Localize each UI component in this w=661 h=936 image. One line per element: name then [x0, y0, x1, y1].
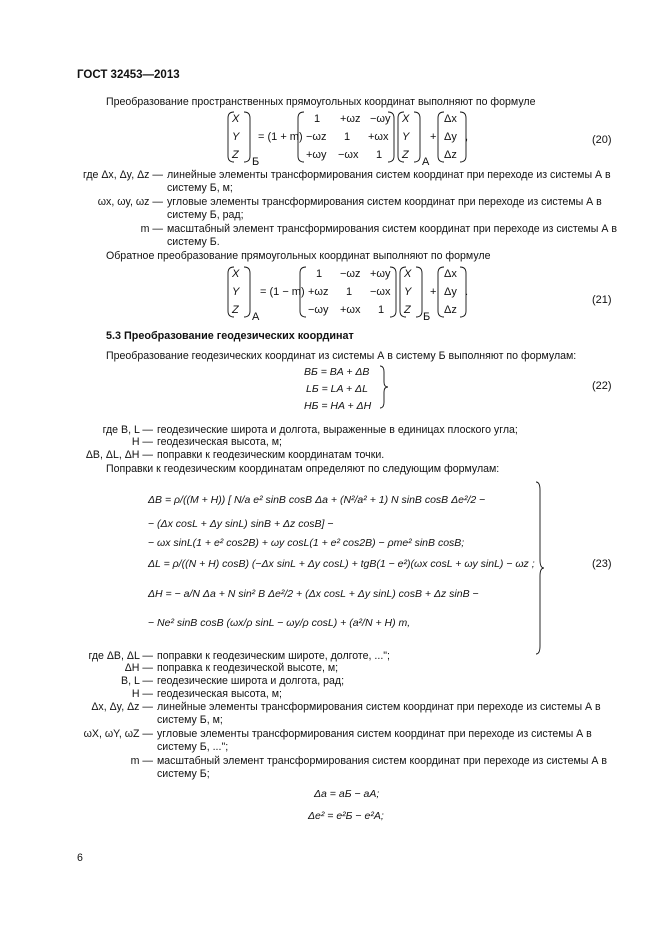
m32: −ωx: [338, 149, 359, 161]
page-header: ГОСТ 32453—2013: [77, 69, 180, 81]
def-text: масштабный элемент трансформирования систем координат при переходе из системы А в систему Б;: [157, 755, 607, 780]
m13: +ωy: [370, 268, 391, 280]
sub-right: A: [422, 156, 430, 168]
delta-x: Δx: [444, 113, 457, 125]
tail: .: [465, 286, 469, 298]
def-term: H —: [131, 436, 153, 448]
m21: +ωz: [308, 286, 329, 298]
m12: −ωz: [340, 268, 361, 280]
m23: +ωx: [368, 131, 389, 143]
m11: 1: [316, 268, 323, 280]
def-text: угловые элементы трансформирования систем координат при переходе из системы А в систему Б, ...";: [157, 728, 592, 753]
factor: = (1 + m): [258, 131, 303, 143]
m23: −ωx: [370, 286, 391, 298]
vec-left-z: Z: [232, 304, 239, 316]
equation-number: (22): [592, 380, 612, 392]
equation-delta-a: Δa = aБ − aA;: [314, 788, 380, 800]
vec-left-x: X: [232, 268, 240, 280]
tail: ,: [465, 131, 469, 143]
def-term: ωx, ωy, ωz —: [97, 196, 163, 208]
vec-left-y: Y: [232, 131, 240, 143]
def-term: B, L —: [121, 675, 153, 687]
def-term: ΔH —: [124, 662, 153, 674]
m32: +ωx: [340, 304, 361, 316]
m22: 1: [346, 286, 353, 298]
equation-number: (21): [592, 294, 612, 306]
def-term: m —: [140, 223, 163, 235]
equation-number: (20): [592, 134, 612, 146]
m13: −ωy: [370, 113, 391, 125]
def-text: поправки к геодезическим широте, долготе, ...";: [157, 650, 390, 662]
def-term: где B, L —: [102, 424, 153, 436]
vec-left-y: Y: [232, 286, 240, 298]
delta-y: Δy: [444, 131, 457, 143]
m11: 1: [314, 113, 321, 125]
m21: −ωz: [306, 131, 327, 143]
paragraph-intro: Преобразование пространственных прямоугольных координат выполняют по формуле: [106, 96, 536, 108]
paragraph-inverse: Обратное преобразование прямоугольных координат выполняют по формуле: [106, 250, 491, 262]
def-text: поправка к геодезической высоте, м;: [157, 662, 339, 674]
def-text: угловые элементы трансформирования систем координат при переходе из системы А в систему Б, рад;: [167, 196, 602, 221]
def-term: ωX, ωY, ωZ —: [83, 728, 153, 740]
equation-number: (23): [592, 558, 612, 570]
vec-left-x: X: [232, 113, 240, 125]
plus-sign: +: [430, 286, 437, 298]
def-text: геодезическая высота, м;: [157, 436, 282, 448]
def-text: геодезическая высота, м;: [157, 688, 282, 700]
vec-right-y: Y: [404, 286, 412, 298]
m31: −ωy: [308, 304, 329, 316]
section-heading: 5.3 Преобразование геодезических координат: [106, 330, 354, 342]
page-number: 6: [77, 852, 83, 864]
sub-left: A: [252, 311, 260, 323]
delta-x: Δx: [444, 268, 457, 280]
eq22-line: LБ = LA + ΔL: [306, 383, 368, 395]
eq23-line: ΔH = − a/N Δa + N sin² B Δe²/2 + (Δx cosL + Δy sinL) cosB + Δz sinB −: [148, 588, 479, 600]
eq22-line: HБ = HA + ΔH: [304, 400, 372, 412]
def-term: где Δx, Δy, Δz —: [82, 169, 163, 181]
eq23-line: − ωx sinL(1 + e² cos2B) + ωy cosL(1 + e² cos2B) − ρme² sinB cosB;: [148, 537, 465, 549]
vec-left-z: Z: [232, 149, 239, 161]
m22: 1: [344, 131, 351, 143]
vec-right-x: X: [402, 113, 410, 125]
def-term: где ΔB, ΔL —: [88, 650, 153, 662]
plus-sign: +: [430, 131, 437, 143]
def-text: линейные элементы трансформирования систем координат при переходе из системы А в систему Б, м;: [157, 701, 601, 726]
sub-left: Б: [252, 156, 260, 168]
eq23-line: ΔL = ρ/((N + H) cosB) (−Δx sinL + Δy cosL) + tgB(1 − e²)(ωx cosL + ωy sinL) − ωz ;: [148, 558, 535, 570]
m12: +ωz: [340, 113, 361, 125]
factor: = (1 − m): [260, 286, 305, 298]
paragraph-corrections: Поправки к геодезическим координатам определяют по следующим формулам:: [106, 463, 500, 475]
m31: +ωy: [306, 149, 327, 161]
eq23-line: − (Δx cosL + Δy sinL) sinB + Δz cosB] −: [148, 518, 334, 530]
def-text: поправки к геодезическим координатам точки.: [157, 449, 385, 461]
def-term: ΔB, ΔL, ΔH —: [85, 449, 153, 461]
def-text: геодезические широта и долгота, рад;: [157, 675, 345, 687]
vec-right-y: Y: [402, 131, 410, 143]
sub-right: Б: [423, 311, 431, 323]
paragraph-geodetic: Преобразование геодезических координат из системы А в систему Б выполняют по формулам:: [106, 350, 577, 362]
m33: 1: [376, 149, 383, 161]
def-term: H —: [131, 688, 153, 700]
def-text: геодезические широта и долгота, выраженные в единицах плоского угла;: [157, 424, 518, 436]
eq22-line: BБ = BA + ΔB: [304, 366, 370, 378]
def-text: линейные элементы трансформирования систем координат при переходе из системы А в систему Б, м;: [167, 169, 611, 194]
eq23-line: ΔB = ρ/((M + H)) [ N/a e² sinB cosB Δa + (N²/a² + 1) N sinB cosB Δe²/2 −: [148, 494, 486, 506]
def-term: Δx, Δy, Δz —: [91, 701, 153, 713]
vec-right-x: X: [404, 268, 412, 280]
delta-y: Δy: [444, 286, 457, 298]
def-term: m —: [130, 755, 153, 767]
m33: 1: [378, 304, 385, 316]
vec-right-z: Z: [402, 149, 409, 161]
vec-right-z: Z: [404, 304, 411, 316]
delta-z: Δz: [444, 149, 457, 161]
equation-delta-e: Δe² = e²Б − e²A;: [308, 810, 384, 822]
def-text: масштабный элемент трансформирования систем координат при переходе из системы А в систему Б.: [167, 223, 617, 248]
delta-z: Δz: [444, 304, 457, 316]
eq23-line: − Ne² sinB cosB (ωx/ρ sinL − ωy/ρ cosL) + (a²/N + H) m,: [148, 617, 411, 629]
